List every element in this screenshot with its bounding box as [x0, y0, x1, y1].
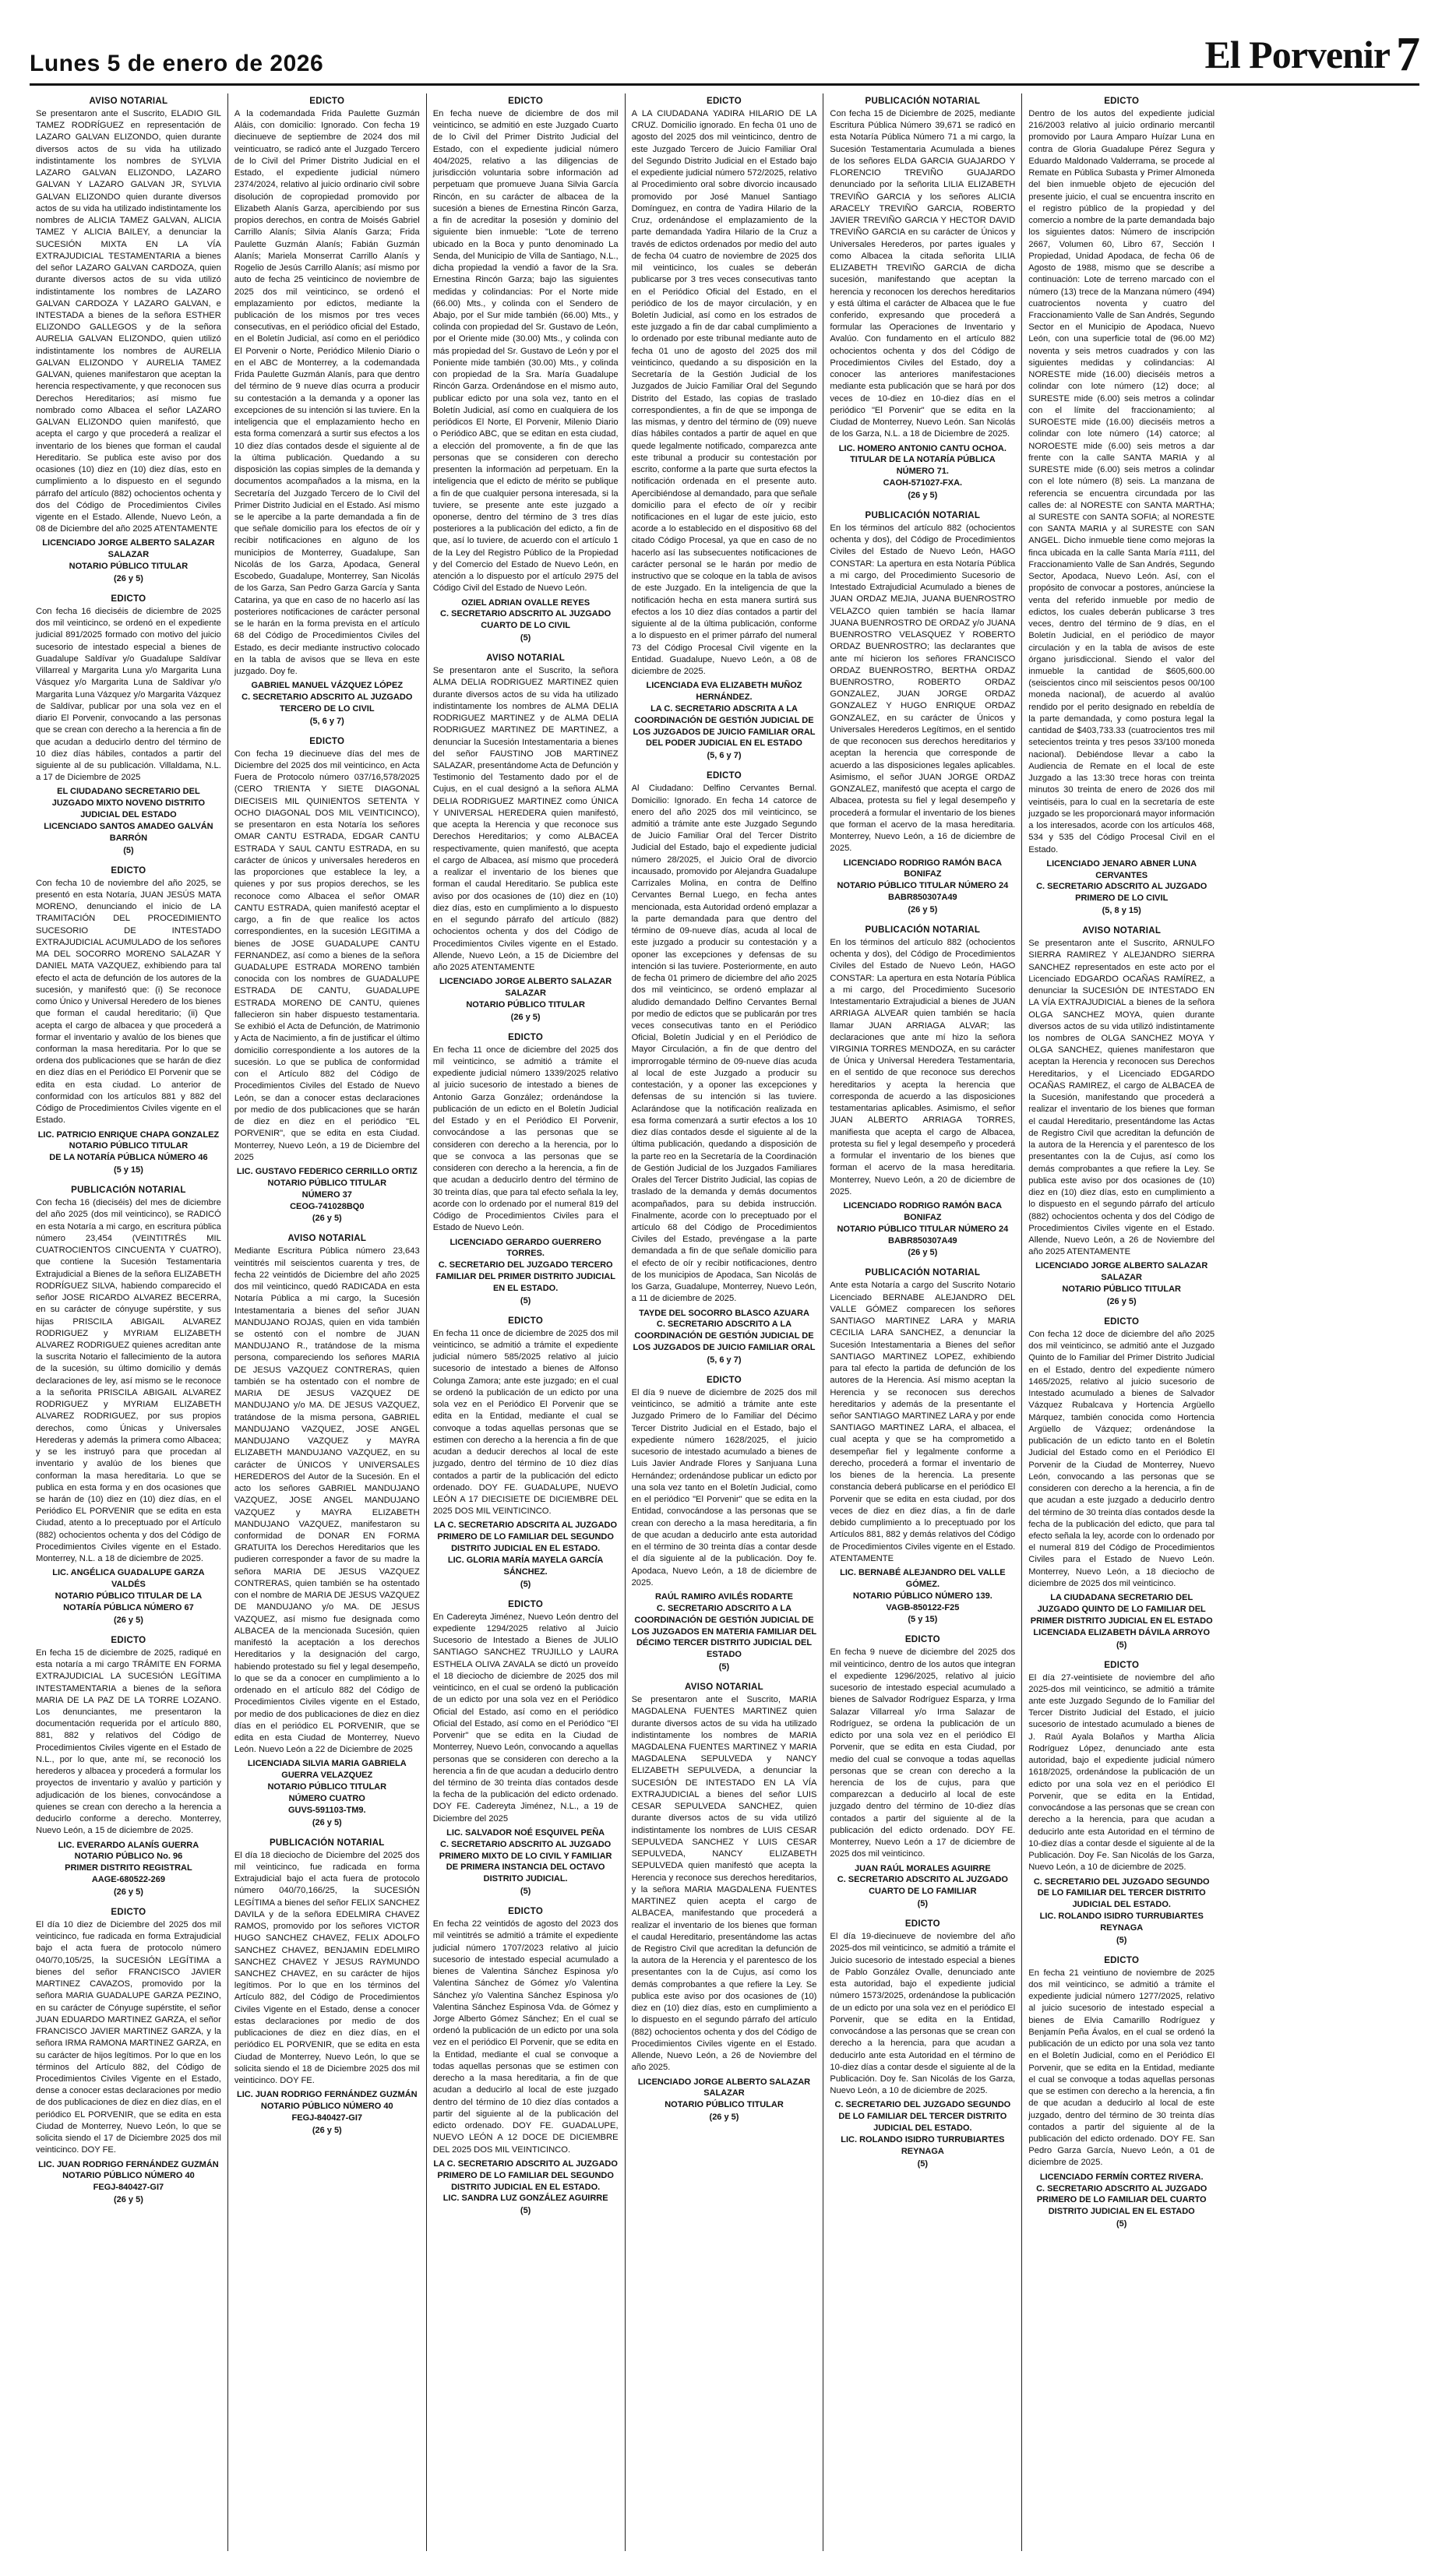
legal-notice [36, 1636, 221, 1897]
publication-dates: (5) [520, 1579, 531, 1589]
notice-body: En los términos del artículo 882 (ochocientos ochenta y dos), del Código de Procedimientos Civiles del Estado de Nuevo León, HAGO CONSTAR: La apertura en esta Notaría Pública a mi cargo, del Procedimiento Sucesorio de Intestado Extrajudicial Acumulado a bienes de JUAN ORDAZ MEJIA, JUANA BUENROSTRO VELAZCO quien también se hacía llamar JUANA BUENROSTRO DE ORDAZ y/o JUANA BUENROSTRO VELASQUEZ Y ROBERTO ORDAZ BUENROSTRO; las declarantes que ante mí hicieron los señores FRANCISCO ORDAZ BUENROSTRO, BERTHA ORDAZ BUENROSTRO, ROBERTO ORDAZ GONZALEZ, JUAN JORGE ORDAZ GONZALEZ Y HUGO ENRIQUE ORDAZ GONZALEZ, en su carácter de Únicos y Universales Herederos Legítimos, en el sentido de que reconocen sus derechos hereditarios y aceptan la herencia que corresponde de acuerdo a las disposiciones legales aplicables. Asimismo, el señor JUAN JORGE ORDAZ GONZALEZ, manifestó que acepta el cargo de Albacea, protesta su fiel y legal desempeño y procederá a formular el inventario de los bienes que forman el acervo de la masa hereditaria. Monterrey, Nuevo León, a 16 de diciembre de 2025. [830, 523, 1016, 854]
notice-body: A LA CIUDADANA YADIRA HILARIO DE LA CRUZ. Domicilio ignorado. En fecha 01 uno de agosto del 2025 dos mil veinticinco, dentro de este Juzgado Tercero de Juicio Familiar Oral del Segundo Distrito Judicial en el Estado bajo el expediente judicial número 572/2025, relativo al Procedimiento oral sobre divorcio incausado promovido por José Manuel Santiago Domínguez, en contra de Yadira Hilario de la Cruz, ordenándose el emplazamiento de la parte demandada Yadira Hilario de la Cruz a través de edictos ordenados por medio del auto de fecha 04 cuatro de noviembre de 2025 dos mil veinticinco, los cuales se deberán publicarse por 3 tres veces consecutivas tanto en el Periódico Oficial del Estado, en el periódico de los de mayor circulación, y en Boletín Judicial, así como en los estrados de este juzgado a fin de dar cabal cumplimiento a lo ordenado por este tribunal mediante auto de fecha 01 uno de agosto del 2025 dos mil veinticinco, quedando a su disposición en la Secretaría de la Gestión Judicial de los Juzgados de Juicio Familiar Oral del Segundo Distrito del Estado, las copias de traslado correspondientes, a fin de que se imponga de las mismas, y dentro del término de (09) nueve días hábiles contados a partir de aquel en que quede legalmente notificado, comparezca ante este tribunal a producir su contestación por escrito, conforme a la parte que surta efectos la notificación ordenada en el presente auto. Apercibiéndose al demandado, para que señale domicilio para el efecto de oír y recibir notificaciones en el lugar de este juicio, esto acorde a lo establecido en el dispositivo 68 del citado Código Procesal, ya que en caso de no hacerlo así las subsecuentes notificaciones de carácter personal se le harán por medio de instructivo que se coloque en la tabla de avisos de este Juzgado. En la inteligencia de que la notificación hecha en esta manera surtirá sus efectos a los 10 diez días contados a partir del siguiente al de la última publicación, conforme a lo dispuesto en el primer párrafo del numeral 73 del Código Procesal Civil vigente en la Entidad. Guadalupe, Nuevo León, a 08 de diciembre de 2025. [631, 109, 817, 677]
legal-notice [234, 97, 420, 726]
legal-notice [1028, 97, 1215, 915]
legal-notice [234, 737, 420, 1224]
publication-dates: (5) [520, 1887, 531, 1897]
notice-signature: LICENCIADO FERMÍN CORTEZ RIVERA. C. SECRETARIO ADSCRITO AL JUZGADO PRIMERO DE LO FAMILIAR DEL CUARTO DISTRITO JUDICIAL EN EL ESTADO [1036, 2172, 1208, 2217]
notice-body: Con fecha 19 diecinueve días del mes de Diciembre del 2025 dos mil veinticinco, en Acta Fuera de Protocolo número 037/16,578/2025 (CERO TRIENTA Y SIETE DIAGONAL DIECISEIS MIL QUINIENTOS SETENTA Y OCHO DIAGONAL DOS MIL VEINTICINCO), se presentaron en esta Notaría los señores OMAR CANTU ESTRADA, EDGAR CANTU ESTRADA Y SAUL CANTU ESTRADA, en su carácter de únicos y universales herederos en las proporciones que establece la ley, a quienes y por sus propios derechos, se les reconoce como Albacea el señor OMAR CANTU ESTRADA, quien manifestó aceptar el cargo, a fin de que realice los actos correspondientes, en la sucesión LEGITIMA a bienes de JOSE GUADALUPE CANTU FERNANDEZ, así como a bienes de la señora GUADALUPE ESTRADA MORENO también conocida con los nombres de GUADALUPE ESTRADA DE CANTU, GUADALUPE ESTRADA MORENO DE CANTU, quienes fallecieron sin haber dispuesto testamentaria. Se exhibió el Acta de Defunción, de Matrimonio y Acta de Nacimiento, a fin de justificar el último domicilio correspondiente a los autores de la sucesión. Lo que se publica de conformidad con el Artículo 882 del Código de Procedimientos Civiles del Estado de Nuevo León, se dan a conocer estas declaraciones por medio de dos publicaciones que se harán de diez en diez en el periódico "EL PORVENIR", que se edita en esta Ciudad. Monterrey, Nuevo León, a 19 de Diciembre del 2025 [234, 749, 420, 1162]
publication-dates: (5) [718, 1662, 730, 1672]
legal-notice [1028, 926, 1215, 1306]
notice-title: EDICTO [508, 97, 544, 106]
publication-dates: (26 y 5) [312, 1817, 342, 1827]
notice-signature: OZIEL ADRIAN OVALLE REYES C. SECRETARIO ADSCRITO AL JUZGADO CUARTO DE LO CIVIL [440, 597, 612, 631]
legal-notice [830, 1635, 1015, 1908]
notice-signature: LICENCIADO JORGE ALBERTO SALAZAR SALAZAR NOTARIO PÚBLICO TITULAR [637, 2077, 811, 2110]
notice-body: Se presentaron ante el Suscrito, ELADIO GIL TAMEZ RODRÍGUEZ en representación de LAZARO GALVAN ELIZONDO, quien durante diversos actos de su vida ha utilizado indistintamente los nombres de SYLVIA LAZARO GALVAN ELIZONDO, LAZARO GALVAN Y LAZARO GALVAN JR, SYLVIA GALVAN ELIZONDO quien durante diversos actos de su vida ha utilizado indistintamente los nombres de ALICIA TAMEZ GALVAN, ALICIA TAMEZ Y ALICIA BAILEY, a denunciar la SUCESIÓN MIXTA EN LA VÍA EXTRAJUDICIAL TESTAMENTARIA a bienes del señor LAZARO GALVAN CARDOZA, quien durante diversos actos de su vida utilizó indistintamente los nombres de LAZARO GALVAN CARDOZA Y LAZARO GALVAN, e INTESTADA a bienes de la señora ESTHER ELIZONDO GALLEGOS y de la señora AURELIA GALVAN ELIZONDO, quien utilizó indistintamente los nombres de AURELIA GALVAN ELIZONDO Y AURELIA TAMEZ GALVAN, quienes manifestaron que aceptan la herencia respectivamente, y que reconocen sus Derechos Hereditarios; así mismo fue nombrado como Albacea el señor LAZARO GALVAN ELIZONDO quien manifestó, que acepta el cargo y que procederá a realizar el inventario de los bienes que forman el caudal Hereditario. Se publica este aviso por dos ocasiones (10) diez en (10) diez días, esto en cumplimiento a lo dispuesto en el segundo párrafo del artículo (882) ochocientos ochenta y dos del Código de Procedimientos Civiles vigente en el Estado. Allende, Nuevo León, a 08 de Diciembre del año 2025 ATENTAMENTE [36, 109, 221, 534]
legal-notice [234, 1838, 420, 2135]
notice-body: Con fecha 10 de noviembre del año 2025, se presentó en esta Notaría, JUAN JESÚS MATA MORENO, denunciando el inicio de LA TRAMITACIÓN DEL PROCEDIMIENTO SUCESORIO DE INTESTADO EXTRAJUDICIAL ACUMULADO de los señores MA DEL SOCORRO MORENO SALAZAR Y DANIEL MATA VAZQUEZ, exhibiendo para tal efecto el acta de defunción de los autores de la sucesión, y manifestó que: (i) Se reconoce como Único y Universal Heredero de los bienes que forman el caudal hereditario; (ii) Que acepta el cargo de albacea y que procederá a formar el inventario y avalúo de los bienes que conforman la masa hereditaria. Por lo que se ordena dos publicaciones que se harán de diez en diez días en el Periódico El Porvenir que se edita en esta ciudad. Lo anterior de conformidad con los artículos 881 y 882 del Código de Procedimientos Civiles vigente en el Estado. [36, 878, 221, 1126]
publication-dates: (26 y 5) [709, 2113, 739, 2123]
notice-title: AVISO NOTARIAL [486, 654, 566, 664]
notice-signature: LIC. SALVADOR NOÉ ESQUIVEL PEÑA C. SECRETARIO ADSCRITO AL JUZGADO PRIMERO MIXTO DE LO CIVIL Y FAMILIAR DE PRIMERA INSTANCIA DEL OCTAVO DISTRITO JUDICIAL. [439, 1827, 612, 1884]
legal-notice [234, 1234, 420, 1827]
notice-signature: LIC. ANGÉLICA GUADALUPE GARZA VALDÉS NOTARIO PÚBLICO TITULAR DE LA NOTARÍA PÚBLICA NÚMERO 67 [52, 1568, 205, 1612]
column-2 [228, 93, 427, 2551]
publication-dates: (5) [917, 1899, 929, 1909]
legal-notice [433, 1600, 619, 1896]
notice-body: Con fecha 15 de Diciembre de 2025, mediante Escritura Pública Número 39,671 se radicó en esta Notaría Pública Número 71 a mi cargo, la Sucesión Testamentaria Acumulada a bienes de los señores ELDA GARCIA GUAJARDO Y FLORENCIO TREVIÑO GUAJARDO denunciado por la señorita LILIA ELIZABETH TREVIÑO GARCIA y los señores ALICIA ARACELY TREVIÑO GARCIA, ROBERTO JAVIER TREVIÑO GARCIA Y HECTOR DAVID TREVIÑO GARCIA en su carácter de Únicos y Universales Herederos, por partes iguales y como Albacea la citada señorita LILIA ELIZABETH TREVIÑO GARCIA de dicha sucesión, manifestando que aceptan la herencia y reconocen los derechos hereditarios y está última el carácter de Albacea que le fue conferido, expresando que procederá a formular las Operaciones de Inventario y Avalúo. Con fundamento en el artículo 882 ochocientos ochenta y dos del Código de Procedimientos Civiles del Estado, doy a conocer las anteriores manifestaciones mediante esta publicación que se hará por dos veces de 10-diez en 10-diez días en el periódico "El Porvenir" que se edita en la Ciudad de Monterrey, Nuevo León. San Nicolás de los Garza, N.L. a 18 de Diciembre de 2025. [830, 109, 1016, 439]
notice-signature: RAÚL RAMIRO AVILÉS RODARTE C. SECRETARIO ADSCRITO A LA COORDINACIÓN DE GESTIÓN JUDICIAL DE LOS JUZGADOS EN MATERIA FAMILIAR DEL DÉCIMO TERCER DISTRITO JUDICIAL DEL ESTADO [631, 1591, 817, 1660]
column-3 [427, 93, 626, 2551]
publication-dates: (5) [520, 633, 531, 643]
notice-body: El día 10 diez de Diciembre del 2025 dos mil veinticinco, fue radicada en forma Extrajudicial bajo el acta fuera de protocolo número 040/70,105/25, la SUCESIÓN LEGÍTIMA a bienes del señor FRANCISCO JAVIER MARTINEZ CAVAZOS, promovido por la señora MARIA GUADALUPE GARZA PEZINO, en su carácter de Cónyuge supérstite, el señor JUAN EDUARDO MARTINEZ GARZA, el señor FRANCISCO JAVIER MARTINEZ GARZA, y la señora IRMA RAMONA MARTINEZ GARZA, en su carácter de hijos legítimos. Por lo que en los términos del Artículo 882, del Código de Procedimientos Civiles Vigente en el Estado, dense a conocer estas declaraciones por medio de dos publicaciones de diez en diez días, en el periódico EL PORVENIR, que se edita en esta Ciudad de Monterrey, Nuevo León, lo que se solicita siendo el 17 de Diciembre 2025 dos mil veinticinco. DOY FE. [36, 1919, 221, 2155]
legal-notice [1028, 1956, 1215, 2229]
legal-notice [632, 97, 817, 760]
notice-body: El día 9 nueve de diciembre de 2025 dos mil veinticinco, se admitió a trámite ante este Juzgado Primero de lo Familiar del Décimo Tercer Distrito Judicial en el Estado, bajo el expediente número 1628/2025, el juicio sucesorio de intestado acumulado a bienes de Luis Javier Andrade Flores y Sanjuana Luna Hernández; ordenándose publicar un edicto por una sola vez tanto en el Boletín Judicial, como en el periódico "El Porvenir" que se edita en la Entidad, convocándose a las personas que se crean con derecho a la masa hereditaria, a fin de que acudan a deducirlo ante esta autoridad en el término de 30 treinta días a contar desde el día siguiente al de la publicación. Doy fe. Apodaca, Nuevo León, a 18 de diciembre de 2025. [631, 1388, 817, 1588]
publication-dates: (26 y 5) [510, 1012, 541, 1022]
publication-dates: (5, 6 y 7) [707, 751, 742, 761]
notice-title: EDICTO [508, 1907, 544, 1917]
legal-notice [36, 97, 221, 583]
notice-title: EDICTO [904, 1635, 940, 1645]
notice-body: Con fecha 16 (dieciséis) del mes de diciembre del año 2025 (dos mil veinticinco), se RADICÓ en esta Notaría a mi cargo, en escritura pública número 23,454 (VEINTITRÉS MIL CUATROCIENTOS CINCUENTA Y CUATRO), que contiene la Sucesión Testamentaria Extrajudicial a Bienes de la señora ELIZABETH RODRÍGUEZ SILVA, habiendo comparecido el señor JOSE RICARDO ALVAREZ BECERRA, en su carácter de cónyuge supérstite, y sus hijas PRISCILA ABIGAIL ALVAREZ RODRIGUEZ y MYRIAM ELIZABETH ALVAREZ RODRIGUEZ quienes acreditan ante la suscrita Notario el fallecimiento de la autora de la sucesión, su último domicilio y demás declaraciones de ley, así mismo se le reconoce a la señorita PRISCILA ABIGAIL ALVAREZ RODRIGUEZ y MYRIAM ELIZABETH ALVAREZ RODRIGUEZ, por sus propios derechos, como Únicas y Universales Herederas y además la primera como Albacea; y se les instruyó para que procedan al inventario y avalúo de los bienes que conforman la masa hereditaria. Lo que se publica en esta forma y en dos ocasiones que se harán de (10) diez en (10) diez días, en el Periódico EL PORVENIR que se edita en esta Ciudad, atento a lo preceptuado por el Artículo (882) ochocientos ochenta y dos del Código de Procedimientos Civiles vigente en el Estado. Monterrey, N.L. a 18 de diciembre de 2025. [36, 1198, 221, 1564]
notice-title: EDICTO [111, 1635, 146, 1645]
notice-title: EDICTO [1104, 97, 1140, 106]
notice-signature: LICENCIADO JENARO ABNER LUNA CERVANTES C. SECRETARIO ADSCRITO AL JUZGADO PRIMERO DE LO CIVIL [1036, 858, 1208, 904]
legal-notice [36, 594, 221, 855]
notice-title: EDICTO [111, 1907, 146, 1917]
notice-signature: LICENCIADO JORGE ALBERTO SALAZAR SALAZAR NOTARIO PÚBLICO TITULAR [1035, 1261, 1208, 1295]
legal-notice [36, 866, 221, 1175]
notice-signature: LICENCIADO RODRIGO RAMÓN BACA BONIFAZ NOTARIO PÚBLICO TITULAR NÚMERO 24 BABR850307A49 [837, 858, 1009, 903]
publication-dates: (26 y 5) [113, 573, 143, 583]
notice-title: EDICTO [508, 1032, 544, 1042]
notice-title: EDICTO [706, 771, 742, 781]
notice-title: AVISO NOTARIAL [685, 1683, 763, 1693]
notice-title: EDICTO [1104, 1317, 1140, 1327]
legal-notice [433, 654, 619, 1022]
notice-signature: LA CIUDADANA SECRETARIO DEL JUZGADO QUINTO DE LO FAMILIAR DEL PRIMER DISTRITO JUDICIAL EN EL ESTADO LICENCIADA ELIZABETH DÁVILA ARROYO [1030, 1593, 1213, 1637]
publication-dates: (5, 6 y 7) [707, 1355, 742, 1365]
publication-dates: (26 y 5) [908, 1248, 938, 1258]
notice-title: EDICTO [508, 1316, 544, 1326]
notice-body: En fecha 21 veintiuno de noviembre de 2025 dos mil veinticinco, se admitió a trámite el expediente judicial número 1277/2025, relativo al juicio sucesorio de intestado especial a bienes de Elvia Camarillo Rodríguez y Benjamín Peña Ávalos, en el cual se ordenó la publicación de un edicto por una sola vez tanto en el Boletín Judicial, como en el Periódico El Porvenir, que se edita en la Entidad, mediante el cual se convoque a todas aquellas personas que se estimen con derecho a la herencia, a fin de que acudan a deducirlo al local de este juzgado, dentro del término de 30 treinta días contados a partir del siguiente al de la publicación del edicto ordenado. DOY FE. San Pedro Garza García, Nuevo León, a 01 de diciembre de 2025. [1028, 1968, 1215, 2168]
notice-signature: LIC. BERNABÉ ALEJANDRO DEL VALLE GÓMEZ. NOTARIO PÚBLICO NÚMERO 139. VAGB-850122-F25 [840, 1568, 1006, 1612]
notice-title: EDICTO [904, 1919, 940, 1929]
publication-dates: (5) [1116, 2219, 1127, 2229]
notice-signature: LICENCIADA EVA ELIZABETH MUÑOZ HERNÁNDEZ. LA C. SECRETARIO ADSCRITA A LA COORDINACIÓN DE GESTIÓN JUDICIAL DE LOS JUZGADOS DE JUICIO FAMILIAR ORAL DEL PODER JUDICIAL EN EL ESTADO [633, 681, 816, 749]
legal-notice [433, 1033, 619, 1306]
notice-body: En fecha 15 de diciembre de 2025, radiqué en esta notaría a mi cargo TRÁMITE EN FORMA EXTRAJUDICIAL LA SUCESIÓN LEGÍTIMA INTESTAMENTARIA a bienes de la señora MARIA DE LA PAZ DE LA TORRE LOZANO. Los denunciantes, me presentaron la documentación requerida por el artículo 880, 881, 882 y relativos del Código de Procedimientos Civiles vigente en el Estado de N.L., por lo que, ante mí, se reconoció los herederos y albacea y procederá a formular los proyectos de inventario y avalúo y partición y adjudicación de los bienes, convocándose a quienes se crean con derecho a la herencia a deducirlo conforme a derecho. Monterrey, Nuevo León, a 15 de diciembre de 2025. [36, 1647, 221, 1836]
page-number: 7 [1396, 28, 1419, 82]
publication-dates: (5) [1116, 1640, 1127, 1650]
notice-body: Ante esta Notaría a cargo del Suscrito Notario Licenciado BERNABE ALEJANDRO DEL VALLE GÓMEZ comparecen los señores SANTIAGO MARTINEZ LARA y MARIA CECILIA LARA SANCHEZ, a denunciar la Sucesión Intestamentaria a Bienes del señor SANTIAGO MARTINEZ LOPEZ, exhibiendo para tal efecto la partida de defunción de los autores de la Herencia. Así mismo aceptan la Herencia y se reconocen sus derechos hereditarios y además de la presentante el señor SANTIAGO MARTINEZ LARA y por ende SANTIAGO MARTINEZ LARA, el albacea, el cual acepta y que se ha comprometido a desempeñar fiel y legalmente conforme a derecho, procederá a formar el inventario de los bienes de la herencia. La presente constancia deberá publicarse en el periódico El Porvenir que se edita en esta ciudad, por dos veces de diez en diez días, a fin de darle debido cumplimiento a lo preceptuado por los Artículos 881, 882 y demás relativos del Código de Procedimientos Civiles vigente en el Estado. ATENTAMENTE [830, 1281, 1016, 1563]
notice-body: En fecha nueve de diciembre de dos mil veinticinco, se admitió en este Juzgado Cuarto de lo Civil del Primer Distrito Judicial del Estado, con el expediente judicial número 404/2025, relativo a las diligencias de jurisdicción voluntaria sobre información ad perpetuam que promueve Juana Silvia García Rincón, en su carácter de albacea de la sucesión a bienes de Ernestina Rincón Garza, a fin de acreditar la posesión y dominio del siguiente bien inmueble: "Lote de terreno ubicado en la Boca y punto denominado La Senda, del Municipio de Villa de Santiago, N.L., dicha propiedad la vendió a favor de la Sra. Ernestina Rincón Garza; bajo las siguientes medidas y colindancias: Por el Norte mide (66.00) Mts., y colinda con el Sendero de Abajo, por el Sur mide también (66.00) Mts., y colinda con propiedad del Sr. Gustavo de León, por el Oriente mide (30.00) Mts., y colinda con más propiedad del Sr. Gustavo de León y por el Poniente mide también (30.00) Mts., y colinda con propiedad de la Sra. María Guadalupe Rincón Garza. Ordenándose en el mismo auto, publicar edicto por una sola vez, tanto en el Boletín Judicial, así como en cualquiera de los periódicos El Norte, El Porvenir, Milenio Diario o Periódico ABC, que se editan en esta ciudad, a elección del promovente, a fin de que las personas que se consideren con derecho presenten la información ad perpetuam. En la inteligencia que el edicto de mérito se publique a fin de que cualquier persona interesada, si la tuviere, se presente ante este juzgado a oponerse, dentro del término de 3 tres días posteriores a la publicación del edicto, a fin de que, así lo tuviere, de acuerdo con el artículo 1 de la Ley del Registro Público de la Propiedad y del Comercio del Estado de Nuevo León, en atención a lo dispuesto por el artículo 2975 del Código Civil del Estado de Nuevo León. [432, 109, 619, 594]
notice-signature: TAYDE DEL SOCORRO BLASCO AZUARA C. SECRETARIO ADSCRITO A LA COORDINACIÓN DE GESTIÓN JUDICIAL DE LOS JUZGADOS DE JUICIO FAMILIAR ORAL [633, 1308, 816, 1353]
notice-title: EDICTO [1104, 1660, 1140, 1670]
publication-dates: (26 y 5) [312, 2125, 342, 2135]
legal-notice [433, 1316, 619, 1589]
legal-notice [1028, 1661, 1215, 1945]
publication-dates: (26 y 5) [1106, 1297, 1137, 1306]
notice-signature: LIC. JUAN RODRIGO FERNÁNDEZ GUZMÁN NOTARIO PÚBLICO NÚMERO 40 FEGJ-840427-GI7 [236, 2090, 418, 2123]
notice-signature: LIC. JUAN RODRIGO FERNÁNDEZ GUZMÁN NOTARIO PÚBLICO NÚMERO 40 FEGJ-840427-GI7 [38, 2159, 219, 2193]
legal-notice [830, 511, 1015, 914]
publication-dates: (5) [917, 2158, 929, 2169]
column-4 [626, 93, 824, 2551]
publication-dates: (26 y 5) [312, 1214, 342, 1224]
issue-date: Lunes 5 de enero de 2026 [30, 51, 324, 76]
notice-signature: LA C. SECRETARIO ADSCRITO AL JUZGADO PRIMERO DE LO FAMILIAR DEL SEGUNDO DISTRITO JUDICIAL EN EL ESTADO. LIC. SANDRA LUZ GONZÁLEZ AGUIRRE [433, 2158, 618, 2204]
legal-notice [632, 771, 817, 1365]
notice-signature: C. SECRETARIO DEL JUZGADO SEGUNDO DE LO FAMILIAR DEL TERCER DISTRITO JUDICIAL DEL ESTADO. LIC. ROLANDO ISIDRO TURRUBIARTES REYNAGA [1033, 1876, 1210, 1933]
legal-notice [36, 1186, 221, 1625]
notice-signature: LICENCIADO JORGE ALBERTO SALAZAR SALAZAR NOTARIO PÚBLICO TITULAR [439, 977, 612, 1010]
notice-title: PUBLICACIÓN NOTARIAL [865, 97, 981, 106]
notice-signature: LICENCIADO RODRIGO RAMÓN BACA BONIFAZ NOTARIO PÚBLICO TITULAR NÚMERO 24 BABR850307A49 [837, 1201, 1009, 1246]
notice-title: EDICTO [706, 1376, 742, 1385]
notice-body: Con fecha 16 dieciséis de diciembre de 2025 dos mil veinticinco, se ordenó en el expediente judicial 891/2025 formado con motivo del juicio sucesorio de intestado especial a bienes de Guadalupe Saldívar y/o Guadalupe Saldívar Villarreal y Margarita Luna y/o Margarita Luna Vásquez y/o Margarita Luna de Saldívar y/o Margarita Luna Vázquez y/o Margarita Vázquez de Saldívar, publicar por una sola vez en el diario El Porvenir, convocando a las personas que se crean con derecho a la herencia a fin de que acudan a deducirlo dentro del término de 10 diez días hábiles, contados a partir del siguiente al de su publicación. Villaldama, N.L. a 17 de Diciembre de 2025 [36, 606, 221, 783]
notice-title: AVISO NOTARIAL [287, 1234, 367, 1244]
notice-title: PUBLICACIÓN NOTARIAL [71, 1186, 186, 1196]
legal-notice [632, 1683, 817, 2122]
notice-signature: LIC. PATRICIO ENRIQUE CHAPA GONZALEZ NOTARIO PÚBLICO TITULAR DE LA NOTARÍA PÚBLICA NÚMERO 46 [37, 1129, 220, 1163]
notice-title: AVISO NOTARIAL [89, 97, 168, 106]
notice-title: PUBLICACIÓN NOTARIAL [865, 1268, 981, 1278]
masthead [30, 0, 1419, 86]
notice-signature: LICENCIADO JORGE ALBERTO SALAZAR SALAZAR NOTARIO PÚBLICO TITULAR [42, 538, 215, 572]
notice-body: En fecha 11 once de diciembre de 2025 dos mil veinticinco, se admitió a trámite el expediente judicial número 585/2025 relativo al juicio sucesorio de intestado a bienes de Alfonso Colunga Zamora; ante este juzgado; en el cual se ordenó la publicación de un edicto por una sola vez en el Periódico El Porvenir que se edita en la Entidad, mediante el cual se convoque a todas aquellas personas que se estimen con derecho a la herencia a fin de que acudan a deducir derechos al local de este juzgado, dentro del término de 10 diez días contados a partir de la publicación del edicto ordenado. DOY FE. GUADALUPE, NUEVO LEÓN A 17 DIECISIETE DE DICIEMBRE DEL 2025 DOS MIL VEINTICINCO. [432, 1328, 619, 1517]
notice-title: EDICTO [309, 97, 345, 106]
publication-dates: (5) [520, 2206, 531, 2216]
notice-body: En fecha 9 nueve de diciembre del 2025 dos mil veinticinco, dentro de los autos que integran el expediente 1296/2025, relativo al juicio sucesorio de intestado especial acumulado a bienes de Salvador Rodríguez Esparza, y Irma Salazar Villarreal y/o Irma Salazar de Rodríguez, se ordena la publicación de un edicto por una sola vez en el periódico El Porvenir, que se edita en esta Ciudad, por medio del cual se convoque a todas aquellas personas que se crean con derecho a la herencia de los de cujus, para que comparezcan a deducirlo al local de este juzgado dentro del término de 10-diez días contados a partir del siguiente al de la publicación del edicto ordenado. DOY FE. Monterrey, Nuevo León a 17 de diciembre de 2025 dos mil veinticinco. [830, 1647, 1016, 1859]
column-6 [1022, 93, 1221, 2551]
notice-title: EDICTO [309, 736, 345, 746]
notice-signature: LA C. SECRETARIO ADSCRITA AL JUZGADO PRIMERO DE LO FAMILIAR DEL SEGUNDO DISTRITO JUDICIAL EN EL ESTADO. LIC. GLORIA MARÍA MAYELA GARCÍA SÁNCHEZ. [434, 1521, 618, 1577]
publication-dates: (26 y 5) [113, 2195, 143, 2205]
publication-dates: (5) [520, 1295, 531, 1306]
notice-body: El día 18 dieciocho de Diciembre del 2025 dos mil veinticinco, fue radicada en forma Extrajudicial bajo el acta fuera de protocolo número 040/70,166/25, la SUCESIÓN LEGÍTIMA a bienes del señor FELIX SANCHEZ DAVILA y de la señora EDELMIRA CHAVEZ RAMOS, promovido por los señores VICTOR HUGO SANCHEZ CHAVEZ, FELIX ADOLFO SANCHEZ CHAVEZ, BENJAMIN EDELMIRO SANCHEZ CHAVEZ Y JESUS RAYMUNDO SANCHEZ CHAVEZ, en su carácter de hijos legítimos. Por lo que en los términos del Artículo 882, del Código de Procedimientos Civiles Vigente en el Estado, dense a conocer estas declaraciones por medio de dos publicaciones de diez en diez días, en el periódico EL PORVENIR, que se edita en esta Ciudad de Monterrey, Nuevo León, lo que se solicita siendo el 18 de Diciembre 2025 dos mil veinticinco. DOY FE. [234, 1850, 420, 2086]
legal-notice [830, 97, 1015, 500]
column-5 [823, 93, 1022, 2551]
publication-dates: (26 y 5) [113, 1887, 143, 1897]
publication-dates: (5, 6 y 7) [309, 716, 344, 726]
notice-body: El día 19-diecinueve de noviembre del año 2025-dos mil veinticinco, se admitió a trámite el Juicio sucesorio de intestado especial a bienes de Pablo González Ovalle, denunciado ante esta autoridad, bajo el expediente judicial número 1573/2025, ordenándose la publicación de un edicto por una sola vez en el periódico El Porvenir, que se edita en la Entidad, convocándose a las personas que se crean con derecho a la herencia, para que acudan a deducirlo ante esta Autoridad en el término de 10-diez días a contar desde el siguiente al de la Publicación. Doy fe. San Nicolás de los Garza, Nuevo León, a 10 de diciembre de 2025. [830, 1932, 1016, 2096]
notice-signature: LICENCIADO GERARDO GUERRERO TORRES. C. SECRETARIO DEL JUZGADO TERCERO FAMILIAR DEL PRIMER DISTRITO JUDICIAL EN EL ESTADO. [435, 1237, 615, 1293]
notice-title: EDICTO [508, 1599, 544, 1609]
legal-notice [1028, 1317, 1215, 1650]
publication-dates: (5, 8 y 15) [1102, 906, 1141, 916]
notice-title: EDICTO [1104, 1955, 1140, 1965]
legal-notice [433, 97, 619, 643]
notice-body: En los términos del artículo 882 (ochocientos ochenta y dos), del Código de Procedimientos Civiles del Estado de Nuevo León, HAGO CONSTAR: La apertura en esta Notaría Pública a mi cargo, del Procedimiento Sucesorio Intestamentario Extrajudicial a bienes de JUAN ARRIAGA ALVEAR quien también se hacía llamar JUAN ARRIAGA ALVAR; las declaraciones que ante mí hizo la señora VIRGINIA TORRES MENDOZA, en su carácter de Única y Universal Heredera Testamentaria, en el sentido de que reconoce sus derechos hereditarios y acepta la herencia que corresponda de acuerdo a las disposiciones testamentarias aplicables. Asimismo, el señor JUAN ALBERTO ARRIAGA TORRES, manifiesta que acepta el cargo de Albacea, protesta su fiel y legal desempeño y procederá a formular el inventario de los bienes que forman el acervo de la masa hereditaria. Monterrey, Nuevo León, a 20 de diciembre de 2025. [830, 937, 1016, 1196]
publication-dates: (5 y 15) [113, 1165, 143, 1175]
notice-signature: LIC. GUSTAVO FEDERICO CERRILLO ORTIZ NOTARIO PÚBLICO TITULAR NÚMERO 37 CEOG-741028BQ0 [236, 1166, 418, 1211]
notice-signature: C. SECRETARIO DEL JUZGADO SEGUNDO DE LO FAMILIAR DEL TERCER DISTRITO JUDICIAL DEL ESTADO. LIC. ROLANDO ISIDRO TURRUBIARTES REYNAGA [834, 2100, 1011, 2156]
notice-title: EDICTO [706, 97, 742, 106]
legal-notice [830, 925, 1015, 1258]
notice-signature: LIC. HOMERO ANTONIO CANTU OCHOA. TITULAR DE LA NOTARÍA PÚBLICA NÚMERO 71. CAOH-571027-FXA. [838, 443, 1007, 488]
column-1 [30, 93, 228, 2551]
notice-body: Se presentaron ante el Suscrito, MARIA MAGDALENA FUENTES MARTINEZ quien durante diversos actos de su vida ha utilizado indistintamente los nombres de MARIA MAGDALENA FUENTES MARTINEZ Y MARIA MAGDALENA SEPULVEDA y NANCY ELIZABETH SEPULVEDA, a denunciar la SUCESIÓN DE INTESTADO EN LA VÍA EXTRAJUDICIAL a bienes del señor LUIS CESAR SEPULVEDA SANCHEZ, quien durante diversos actos de su vida utilizó indistintamente los nombres de LUIS CESAR SEPULVEDA SANCHEZ Y LUIS CESAR SEPULVEDA, NANCY ELIZABETH SEPULVEDA quien manifestó que acepta la Herencia y reconoce sus derechos hereditarios, y la señora MARIA MAGDALENA FUENTES MARTINEZ quien acepta el cargo de ALBACEA, manifestando que procederá a realizar el inventario de los bienes que forman el caudal Hereditario, presentándome las actas de Registro Civil que acreditan la defunción de la autora de la Herencia y el parentesco de los presentantes con la de Cujus, así como los demás comprobantes a que refiere la Ley. Se publica este aviso por dos ocasiones de (10) diez en (10) diez días, esto en cumplimiento a lo dispuesto en el segundo párrafo del artículo (882) ochocientos ochenta y dos del Código de Procedimientos Civiles vigente en el Estado. Allende, Nuevo León, a 26 de Noviembre del año 2025. [631, 1695, 817, 2073]
notice-body: Mediante Escritura Pública número 23,643 veintitrés mil seiscientos cuarenta y tres, de fecha 22 veintidós de Diciembre del año 2025 dos mil veinticinco, quedó RADICADA en esta Notaría Pública a mi cargo, la Sucesión Intestamentaria a bienes del señor JUAN MANDUJANO ROJAS, quien en vida también se ostentó con el nombre de JUAN MANDUJANO R., tratándose de la misma persona, compareciendo los señores MARIA DE JESUS VAZQUEZ CONTRERAS, quien también se ha ostentado con el nombre de MARIA DE JESUS VAZQUEZ DE MANDUJANO y/o MA. DE JESUS VAZQUEZ, tratándose de la misma persona, GABRIEL MANDUJANO VAZQUEZ, JOSE ANGEL MANDUJANO VAZQUEZ y MAYRA ELIZABETH MANDUJANO VAZQUEZ, en su carácter de ÚNICOS Y UNIVERSALES HEREDEROS del Autor de la Sucesión. En el acto los señores GABRIEL MANDUJANO VAZQUEZ, JOSE ANGEL MANDUJANO VAZQUEZ y MAYRA ELIZABETH MANDUJANO VAZQUEZ, manifestaron su conformidad de DONAR EN FORMA GRATUITA los Derechos Hereditarios que les pudieren corresponder a favor de su madre la señora MARIA DE JESUS VAZQUEZ CONTRERAS, quien también se ha ostentado con el nombre de MARIA DE JESUS VAZQUEZ DE MANDUJANO y/o MA. DE JESUS VAZQUEZ, así mismo fue designada como ALBACEA de la mencionada Sucesión, quien manifestó la aceptación a los derechos Hereditarios y la designación del cargo, habiendo protestado su fiel y legal desempeño, lo que se da a conocer en cumplimiento a lo ordenado en el artículo 882 del Código de Procedimientos Civiles vigente en el Estado, por medio de dos publicaciones de diez en diez días en el periódico EL PORVENIR, que se edita en esta Ciudad de Monterrey, Nuevo León. Nuevo León a 22 de Diciembre de 2025 [234, 1246, 420, 1755]
publication-dates: (26 y 5) [908, 904, 938, 914]
notice-body: En fecha 11 once de diciembre del 2025 dos mil veinticinco, se admitió a trámite el expediente judicial número 1339/2025 relativo al juicio sucesorio de intestado a bienes de Antonio Garza González; ordenándose la publicación de un edicto en el Boletín Judicial del Estado y en el Periódico El Porvenir, convocándose a las personas que se consideren con derecho a la herencia, por lo que se convoca a las personas que se consideren con derecho a la herencia, a fin de que acudan a deducirlo dentro del término de 30 treinta días, que para tal efecto señala la ley, acorde con lo ordenado por el numeral 819 del Código de Procedimientos Civiles para el Estado de Nuevo León. [432, 1045, 619, 1233]
notice-body: A la codemandada Frida Paulette Guzmán Aláis, con domicilio: Ignorado. Con fecha 19 diecinueve de septiembre de 2024 dos mil veinticuatro, se radicó ante el Juzgado Tercero de lo Civil del Primer Distrito Judicial en el Estado, el expediente judicial número 2374/2024, relativo al juicio ordinario civil sobre disolución de copropiedad promovido por Elizabeth Alanís Garza, apercibiendo por sus propios derechos, en contra de Moisés Gabriel Carrillo Alanís; Silvia Alanís Garza; Frida Paulette Guzmán Alanís; Fabián Guzmán Alanís; Mariela Monserrat Carrillo Alanís y Rogelio de Jesús Carrillo Alanís; así mismo por auto de fecha 25 veinticinco de noviembre de 2025 dos mil veinticinco, se ordenó el emplazamiento por edictos, mediante la publicación de los mismos por tres veces consecutivas, en el periódico oficial del Estado, en el Boletín Judicial, así como en el periódico El Porvenir o Norte, Periódico Milenio Diario o en el ABC de Monterrey, a la codemandada Frida Paulette Guzmán Alanís, para que dentro del término de 9 nueve días ocurra a producir su contestación a la demanda y a oponer las excepciones de su intención si las tuviere. En la inteligencia que el emplazamiento hecho en esta forma comenzará a surtir sus efectos a los 10 diez días contados desde el siguiente al de la última publicación. Quedando a su disposición las copias simples de la demanda y documentos acompañados a la misma, en la Secretaría del Juzgado Tercero de lo Civil del Primer Distrito Judicial en el Estado. Así mismo se le apercibe a la parte demandada a fin de que señale domicilio para los efectos de oír y recibir notificaciones en alguno de los municipios de Monterrey, Guadalupe, San Nicolás de los Garza, Apodaca, General Escobedo, Guadalupe, Monterrey, San Nicolás de los Garza, San Pedro Garza García y Santa Catarina, ya que en caso de no hacerlo así las posteriores notificaciones de carácter personal se le harán en la forma prevista en el artículo 68 del Código de Procedimientos Civiles del Estado, es decir mediante instructivo colocado en la tabla de avisos que se lleva en este juzgado. Doy fe. [234, 109, 420, 677]
legal-notice [433, 1907, 619, 2215]
legal-notice [632, 1376, 817, 1672]
notice-title: EDICTO [111, 594, 146, 604]
newspaper-logo [1204, 28, 1419, 82]
legal-notices-columns [30, 93, 1419, 2551]
notice-body: En Cadereyta Jiménez, Nuevo León dentro del expediente 1294/2025 relativo al Juicio Sucesorio de Intestado a Bienes de JULIO SANTIAGO SANCHEZ TRUJILLO y LAURA ESTHELA OLIVA ZAVALA se dictó un proveído el 18 dieciocho de diciembre de 2025 dos mil veinticinco, en el cual se ordenó la publicación de un edicto por una sola vez en el Periódico Oficial del Estado, así como en el periódico Oficial del Estado, así como en el Periódico "El Porvenir" que se edita en la Ciudad de Monterrey, Nuevo León, convocando a aquellas personas que se consideren con derecho a la herencia a fin de que acudan a deducirlo dentro del término de 30 treinta días contados desde la fecha de la publicación del edicto ordenado. DOY FE. Cadereyta Jiménez, N.L., a 19 de Diciembre del 2025 [432, 1612, 619, 1824]
notice-signature: JUAN RAÚL MORALES AGUIRRE C. SECRETARIO ADSCRITO AL JUZGADO CUARTO DE LO FAMILIAR [837, 1863, 1008, 1897]
legal-notice [830, 1919, 1015, 2169]
publication-dates: (5) [1116, 1935, 1127, 1945]
notice-signature: LICENCIADA SILVIA MARIA GABRIELA GUERRA VELAZQUEZ NOTARIO PÚBLICO TITULAR NÚMERO CUATRO GUVS-591103-TM9. [247, 1759, 407, 1815]
notice-body: Con fecha 12 doce de diciembre del año 2025 dos mil veinticinco, se admitió ante el Juzgado Quinto de lo Familiar del Primer Distrito Judicial en el Estado, dentro del expediente número 1465/2025, relativo al juicio sucesorio de Intestado acumulado a bienes de Salvador Vázquez Rubalcava y Hortencia Argüello Márquez, también conocida como Hortencia Argüello de Vázquez; ordenándose la publicación de un edicto tanto en el Boletín Judicial del Estado como en el Periódico El Porvenir de la Ciudad de Monterrey, Nuevo León, convocando a las personas que se consideren con derecho a la herencia, a fin de que acudan a este juzgado a deducirlo dentro del término de 30 treinta días contados desde la fecha de la publicación del edicto, que para tal efecto señala la ley, acorde con lo ordenado por el numeral 819 del Código de Procedimientos Civiles para el Estado de Nuevo León. Monterrey, Nuevo León, a 18 dieciocho de diciembre de 2025 dos mil veinticinco. [1028, 1330, 1215, 1588]
publication-dates: (26 y 5) [908, 490, 938, 500]
notice-title: PUBLICACIÓN NOTARIAL [865, 510, 981, 520]
publication-dates: (5 y 15) [908, 1615, 938, 1625]
notice-signature: LIC. EVERARDO ALANÍS GUERRA NOTARIO PÚBLICO No. 96 PRIMER DISTRITO REGISTRAL AAGE-680522-269 [58, 1840, 199, 1885]
notice-body: Se presentaron ante el Suscrito, ARNULFO SIERRA RAMIREZ Y ALEJANDRO SIERRA SANCHEZ representados en este acto por el Licenciado EDGARDO OCAÑAS RAMÍREZ, a denunciar la SUCESIÓN DE INTESTADO EN LA VÍA EXTRAJUDICIAL a bienes de la señora OLGA SANCHEZ MOYA, quien durante diversos actos de su vida utilizó indistintamente los nombres de OLGA SANCHEZ MOYA Y OLGA SANCHEZ, quienes manifestaron que aceptan la Herencia y reconocen sus Derechos Hereditarios, y el Licenciado EDGARDO OCAÑAS RAMIREZ, el cargo de ALBACEA de la Sucesión, manifestando que procederá a realizar el inventario de los bienes que forman el caudal Hereditario, presentándome las Actas de Registro Civil que acreditan la defunción de la autora de la Herencia y el parentesco de los presentantes con la de Cujus, así como los demás comprobantes a que refiere la Ley. Se publica este aviso por dos ocasiones de (10) diez en (10) diez días, esto en cumplimiento a lo dispuesto en el segundo párrafo del artículo (882) ochocientos ochenta y dos del Código de Procedimientos Civiles vigente en el Estado. Allende, Nuevo León, a 26 de Noviembre del año 2025 ATENTAMENTE [1028, 939, 1215, 1257]
publication-dates: (26 y 5) [113, 1615, 143, 1625]
notice-signature: EL CIUDADANO SECRETARIO DEL JUZGADO MIXTO NOVENO DISTRITO JUDICIAL DEL ESTADO LICENCIADO SANTOS AMADEO GALVÁN BARRÓN [44, 787, 213, 843]
notice-body: El día 27-veintisiete de noviembre del año 2025-dos mil veinticinco, se admitió a trámite ante este Juzgado Segundo de lo Familiar del Tercer Distrito Judicial del Estado, el juicio sucesorio de intestado acumulado a bienes de J. Raúl Ayala Bolaños y Martha Alicia Rodríguez López, denunciado ante esta autoridad, bajo el expediente judicial número 1618/2025, ordenándose la publicación de un edicto por una sola vez en el periódico El Porvenir, que se edita en la Entidad, convocándose a las personas que se crean con derecho a la herencia, para que acudan a deducirlo ante esta Autoridad en el término de 10-diez días a contar desde el siguiente al de la Publicación. Doy Fe. San Nicolás de los Garza, Nuevo León, a 10 de diciembre de 2025. [1028, 1672, 1215, 1873]
publication-dates: (5) [123, 845, 134, 855]
notice-title: AVISO NOTARIAL [1082, 926, 1162, 936]
notice-signature: GABRIEL MANUEL VÁZQUEZ LÓPEZ C. SECRETARIO ADSCRITO AL JUZGADO TERCERO DE LO CIVIL [242, 681, 413, 714]
notice-body: Al Ciudadano: Delfino Cervantes Bernal. Domicilio: Ignorado. En fecha 14 catorce de enero del año 2025 dos mil veinticinco, se admitió a trámite ante este Juzgado Segundo de Juicio Familiar Oral del Tercer Distrito Judicial del Estado, bajo el expediente judicial número 28/2025, el Juicio Oral de divorcio incausado, promovido por Alejandra Guadalupe Carrizales Molina, en contra de Delfino Cervantes Bernal Luego, en fecha antes mencionada, esta Autoridad ordenó emplazar a la parte demandada para que dentro del término de 09-nueve días, acuda al local de este juzgado a producir su contestación y a oponer las excepciones y defensas de su intención si las tuviere. Posteriormente, en auto de fecha 01 primero de diciembre del año 2025 dos mil veinticinco, se ordenó emplazar al aludido demandado Delfino Cervantes Bernal por medio de edictos que se publicarán por tres veces consecutivas tanto en el Periódico Oficial, Boletín Judicial y en el Periódico de Mayor Circulación, a fin de que dentro del improrrogable término de 09-nueve días acuda al local de este Juzgado a producir su contestación, y a oponer las excepciones y defensas de su intención si las tuviere. Aclarándose que la notificación realizada en esa forma comenzará a surtir efectos a los 10 diez días contados desde el siguiente al de la última publicación, quedando a disposición de la parte reo en la Secretaría de la Coordinación de Gestión Judicial de los Juzgados Familiares Orales del Tercer Distrito Judicial, las copias de traslado de la demanda y demás documentos acompañados, para su debida instrucción. Finalmente, acorde con lo preceptuado por el artículo 68 del Código de Procedimientos Civiles del Estado, prevéngase a la parte demandada a fin de que señale domicilio para el efecto de oír y recibir notificaciones, dentro de los municipios de Apodaca, San Nicolás de los Garza, Guadalupe, Monterrey, Nuevo León, a 11 de diciembre de 2025. [631, 784, 817, 1304]
notice-title: EDICTO [111, 865, 146, 876]
notice-body: Se presentaron ante el Suscrito, la señora ALMA DELIA RODRIGUEZ MARTINEZ quien durante diversos actos de su vida ha utilizado indistintamente los nombres de ALMA DELIA RODRIGUEZ MARTINEZ y de ALMA DELIA RODRIGUEZ MARTINEZ DE MARTINEZ, a denunciar la Sucesión Intestamentaria a bienes del señor FAUSTINO JOB MARTINEZ SALAZAR, presentándome Acta de Defunción y Testimonio del Testamento dado por el de Cujus, en el cual designó a la señora ALMA DELIA RODRIGUEZ MARTINEZ como ÚNICA Y UNIVERSAL HEREDERA quien manifestó, que acepta la Herencia y que reconoce sus Derechos Hereditarios; y como ALBACEA respectivamente, quien manifestó, que acepta el cargo de Albacea, así mismo que procederá a realizar el inventario de los bienes que forman el caudal Hereditario. Se publica este aviso por dos ocasiones de (10) diez en (10) diez días, esto en cumplimiento a lo dispuesto en el segundo párrafo del artículo (882) ochocientos ochenta y dos del Código de Procedimientos Civiles vigente en el Estado. Allende, Nuevo León, a 15 de Diciembre del año 2025 ATENTAMENTE [432, 666, 619, 972]
legal-notice [36, 1908, 221, 2204]
legal-notice [830, 1268, 1015, 1624]
notice-body: Dentro de los autos del expediente judicial 216/2003 relativo al juicio ordinario mercantil promovido por Laura Amparo Huízar Luna en contra de Gloria Guadalupe Pérez Segura y Eduardo Maldonado Valderrama, se procede al Remate en Pública Subasta y Primer Almoneda del bien inmueble objeto de ejecución del presente juicio, el cual se encuentra inscrito en el registro público de la propiedad y del comercio a nombre de la parte demandada bajo los siguientes datos: Número de inscripción 2667, Volumen 60, Libro 67, Sección I Propiedad, Unidad Apodaca, de fecha 06 de Agosto de 1988, mismo que se describe a continuación: Lote de terreno marcado con el número (13) trece de la Manzana número (494) cuatrocientos noventa y cuatro del Fraccionamiento Valle de San Andrés, Segundo Sector en el Municipio de Apodaca, Nuevo León, con una superficie total de (96.00 M2) noventa y seis metros cuadrados y con las siguientes medidas y colindancias: Al NORESTE mide (16.00) dieciséis metros a colindar con lote número (12) doce; al SURESTE mide (6.00) seis metros a colindar con el límite del fraccionamiento; al SUROESTE mide (16.00) dieciséis metros a colindar con lote número (14) catorce; al NOROESTE mide (6.00) seis metros a dar frente con la calle SANTA MARIA y al SURESTE mide (6.00) seis metros a colindar con el lote número (8) seis. La manzana de referencia se encuentra circundada por las calles de: al NORESTE con SANTA MARTHA; al SURESTE con SANTA SOFIA; al NORESTE con SANTA MARIA y al SURESTE con SAN ANGEL. Dicho inmueble tiene como mejoras la finca ubicada en la calle Santa María #111, del Fraccionamiento Valle de San Andrés, Segundo Sector, Apodaca, Nuevo León. Así, con el propósito de convocar a postores, anúnciese la venta del referido inmueble por medio de edictos, los cuales deberán publicarse 3 tres veces, dentro del término de 9 días, en el Boletín Judicial, en el periódico de mayor circulación y en la tabla de avisos de este órgano jurisdiccional. Siendo el valor del inmueble la cantidad de $605,600.00 (seiscientos cinco mil seiscientos pesos 00/100 moneda nacional), de acuerdo al avalúo rendido por el perito designado en rebeldía de la parte demandada, y como postura legal la cantidad de $403,733.33 (cuatrocientos tres mil setecientos treinta y tres pesos 33/100 moneda nacional). Debiéndose llevar a cabo la Audiencia de Remate en el local de este Juzgado a las 13:30 trece horas con treinta minutos 30 treinta de enero de 2026 dos mil veintiséis, para lo cual en la secretaría de este juzgado se les proporcionará mayor información a los interesados, acorde con los artículos 468, 534 y 535 del Código Procesal Civil en el Estado. [1028, 109, 1215, 855]
newspaper-name: El Porvenir [1204, 33, 1390, 76]
notice-body: En fecha 22 veintidós de agosto del 2023 dos mil veintitrés se admitió a trámite el expediente judicial número 1707/2023 relativo al juicio sucesorio de intestado especial acumulado a bienes de Valentina Sánchez Espinosa y/o Valentina Sánchez de Gómez y/o Valentina Sánchez y/o Valentina Sánchez Espinosa y/o Valentina Sánchez Espinosa Vda. de Gómez y Jorge Alberto Gómez Sánchez; En el cual se ordenó la publicación de un edicto por una sola vez en el periódico El Porvenir, que se edita en la Entidad, mediante el cual se convoque a todas aquellas personas que se estimen con derecho a la masa hereditaria, a fin de que acudan a deducirlo al local de este juzgado dentro del término de 10 diez días contados a partir del siguiente al de la publicación del edicto ordenado. DOY FE. GUADALUPE, NUEVO LEÓN A 12 DOCE DE DICIEMBRE DEL 2025 DOS MIL VEINTICINCO. [432, 1919, 619, 2155]
notice-title: PUBLICACIÓN NOTARIAL [865, 925, 981, 935]
notice-title: PUBLICACIÓN NOTARIAL [269, 1838, 385, 1848]
